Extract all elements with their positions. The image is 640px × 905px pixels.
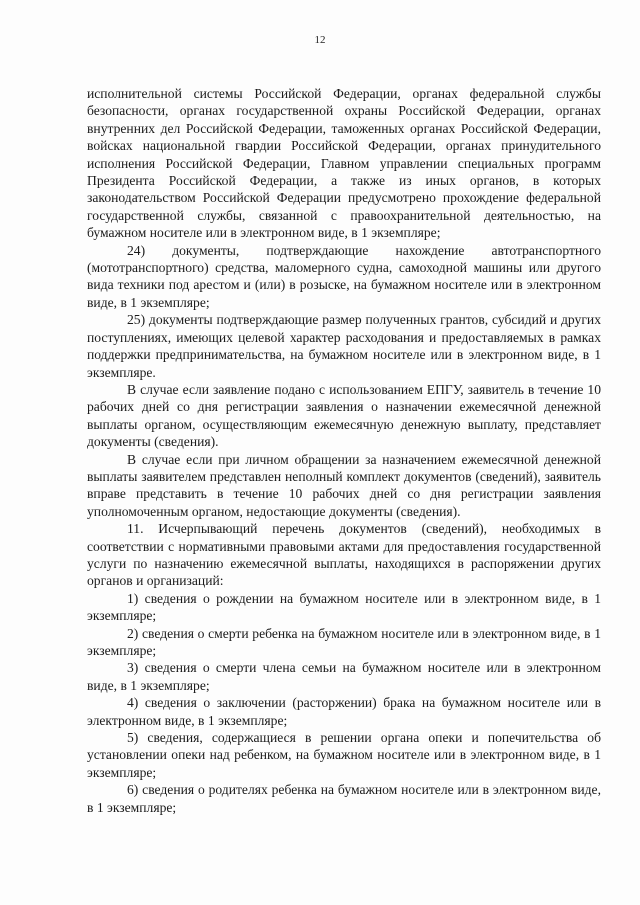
paragraph-item-24: 24) документы, подтверждающие нахождение автотранспортного (мототранспортного) средства, маломерного судна, самоходной машины или другого вида техники под арестом и (или) в розыске, на бумажном носителе или в электронном виде, в 1 экземпляре; bbox=[87, 242, 601, 310]
document-body bbox=[87, 85, 601, 816]
paragraph-item-1: 1) сведения о рождении на бумажном носителе или в электронном виде, в 1 экземпляре; bbox=[87, 590, 601, 624]
paragraph-item-4: 4) сведения о заключении (расторжении) брака на бумажном носителе или в электронном виде, в 1 экземпляре; bbox=[87, 695, 601, 728]
paragraph-continuation: исполнительной системы Российской Федерации, органах федеральной службы безопасности, органах государственной охраны Российской Федерации, органах внутренних дел Российской Федерации, таможенных органах Российской Федерации, войсках национальной гвардии Российской Федерации, органах принудительного исполнения Российской Федерации, Главном управлении специальных программ Президента Российской Федерации, а также из иных органов, в которых законодательством Российской Федерации предусмотрено прохождение федеральной государственной службы, связанной с правоохранительной деятельностью, на бумажном носителе или в электронном виде, в 1 экземпляре; bbox=[87, 86, 601, 241]
paragraph-item-5: 5) сведения, содержащиеся в решении органа опеки и попечительства об установлении опеки над ребенком, на бумажном носителе или в электронном виде, в 1 экземпляре; bbox=[87, 730, 601, 780]
paragraph-item-25: 25) документы подтверждающие размер полученных грантов, субсидий и других поступлениях, имеющих целевой характер расходования и предоставляемых в рамках поддержки предпринимательства, на бумажном носителе или в электронном виде, в 1 экземпляре. bbox=[87, 312, 601, 380]
paragraph-item-2: 2) сведения о смерти ребенка на бумажном носителе или в электронном виде, в 1 экземпляре; bbox=[87, 625, 601, 658]
paragraph-section-11: 11. Исчерпывающий перечень документов (сведений), необходимых в соответствии с нормативными правовыми актами для предоставления государственной услуги по назначению ежемесячной выплаты, находящихся в распоряжении других органов и организаций: bbox=[87, 521, 601, 589]
paragraph-item-3: 3) сведения о смерти члена семьи на бумажном носителе или в электронном виде, в 1 экземпляре; bbox=[87, 660, 601, 693]
page-number: 12 bbox=[314, 34, 326, 46]
paragraph-item-6: 6) сведения о родителях ребенка на бумажном носителе или в электронном виде, в 1 экземпляре; bbox=[87, 782, 601, 815]
paragraph-epgu: В случае если заявление подано с использованием ЕПГУ, заявитель в течение 10 рабочих дней со дня регистрации заявления о назначении ежемесячной денежной выплаты органом, осуществляющим ежемесячную денежную выплату, представляет документы (сведения). bbox=[87, 381, 601, 450]
paragraph-incomplete-set: В случае если при личном обращении за назначением ежемесячной денежной выплаты заявителем представлен неполный комплект документов (сведений), заявитель вправе представить в течение 10 рабочих дней со дня регистрации заявления уполномоченным органом, недостающие документы (сведения). bbox=[87, 451, 601, 519]
